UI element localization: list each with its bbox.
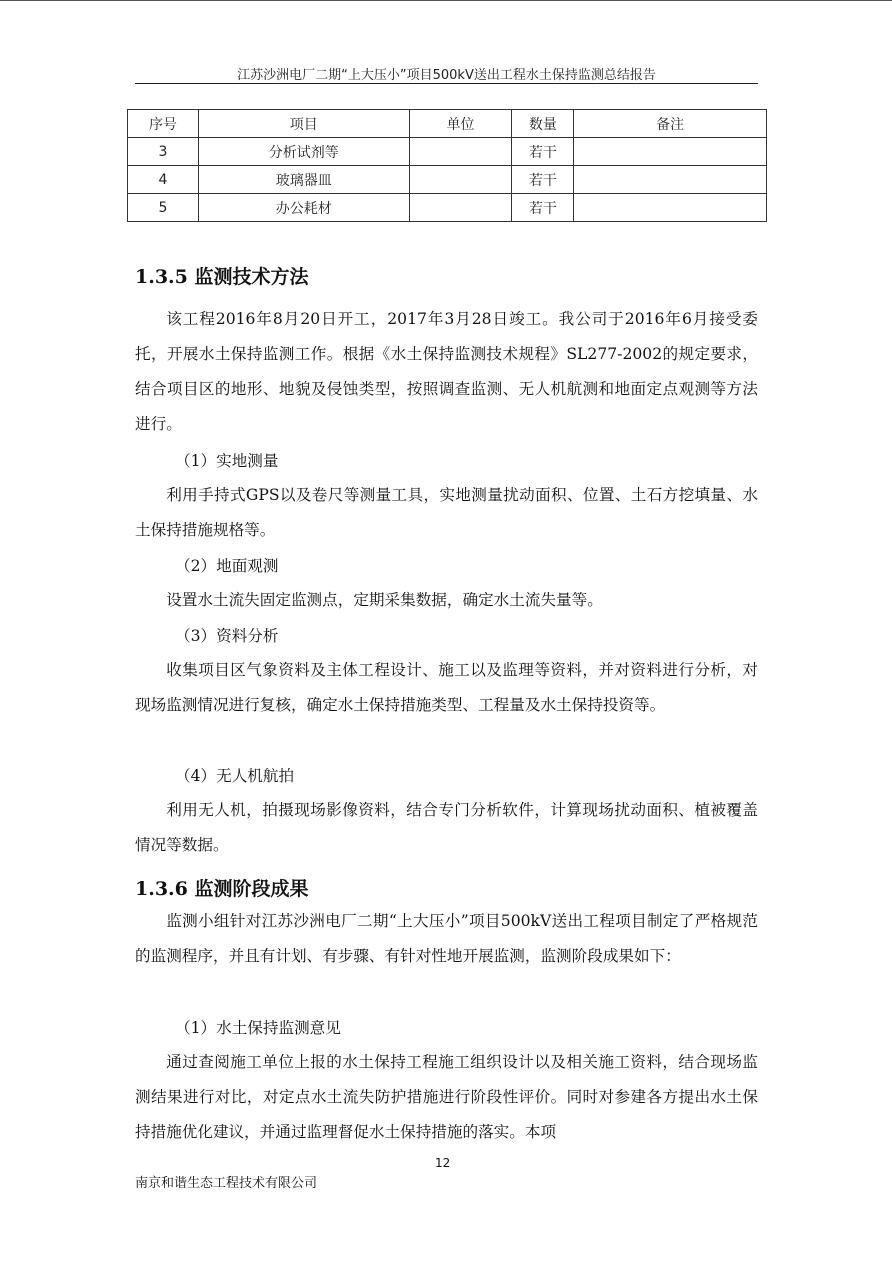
col-header-unit: 单位 bbox=[409, 110, 512, 138]
cell-index: 4 bbox=[128, 166, 199, 194]
paragraph-ground-observation: 设置水土流失固定监测点，定期采集数据，确定水土流失量等。 bbox=[166, 591, 603, 609]
cell-item: 办公耗材 bbox=[198, 194, 409, 222]
page-number: 12 bbox=[435, 1156, 451, 1170]
subheading-drone-photography: （4）无人机航拍 bbox=[175, 767, 295, 785]
paragraph-drone-photography: 利用无人机，拍摄现场影像资料，结合专门分析软件，计算现场扰动面积、植被覆盖情况等数据。 bbox=[135, 801, 758, 854]
page-top-border bbox=[0, 0, 892, 1]
cell-item: 玻璃器皿 bbox=[198, 166, 409, 194]
section-1-3-6-intro: 监测小组针对江苏沙洲电厂二期“上大压小”项目500kV送出工程项目制定了严格规范的监测程序，并且有计划、有步骤、有针对性地开展监测，监测阶段成果如下： bbox=[135, 912, 758, 965]
cell-unit bbox=[409, 194, 512, 222]
cell-remark bbox=[574, 138, 767, 166]
section-1-3-5-intro: 该工程2016年8月20日开工，2017年3月28日竣工。我公司于2016年6月接受委托，开展水土保持监测工作。根据《水土保持监测技术规程》SL277-2002的规定要求，结合项目区的地形、地貌及侵蚀类型，按照调查监测、无人机航测和地面定点观测等方法进行。 bbox=[135, 310, 758, 433]
col-header-index: 序号 bbox=[128, 110, 199, 138]
col-header-item: 项目 bbox=[198, 110, 409, 138]
section-heading-1-3-5: 1.3.5 监测技术方法 bbox=[135, 266, 309, 288]
subheading-field-survey: （1）实地测量 bbox=[175, 452, 279, 470]
cell-remark bbox=[574, 166, 767, 194]
cell-unit bbox=[409, 138, 512, 166]
table-row bbox=[128, 166, 767, 194]
table-row bbox=[128, 194, 767, 222]
cell-item: 分析试剂等 bbox=[198, 138, 409, 166]
paragraph-monitoring-opinion: 通过查阅施工单位上报的水土保持工程施工组织设计以及相关施工资料，结合现场监测结果进行对比，对定点水土流失防护措施进行阶段性评价。同时对参建各方提出水土保持措施优化建议，并通过监理督促水土保持措施的落实。本项 bbox=[135, 1053, 758, 1141]
table-row bbox=[128, 138, 767, 166]
cell-unit bbox=[409, 166, 512, 194]
subheading-data-analysis: （3）资料分析 bbox=[175, 627, 279, 645]
cell-remark bbox=[574, 194, 767, 222]
paragraph-data-analysis: 收集项目区气象资料及主体工程设计、施工以及监理等资料，并对资料进行分析，对现场监测情况进行复核，确定水土保持措施类型、工程量及水土保持投资等。 bbox=[135, 661, 758, 714]
running-header-title: 江苏沙洲电厂二期“上大压小”项目500kV送出工程水土保持监测总结报告 bbox=[237, 68, 656, 83]
table-header-row bbox=[128, 110, 767, 138]
cell-index: 3 bbox=[128, 138, 199, 166]
col-header-quantity: 数量 bbox=[512, 110, 574, 138]
section-heading-1-3-6: 1.3.6 监测阶段成果 bbox=[135, 878, 309, 900]
cell-quantity: 若干 bbox=[512, 194, 574, 222]
footer-company-name: 南京和谐生态工程技术有限公司 bbox=[135, 1176, 318, 1191]
cell-quantity: 若干 bbox=[512, 138, 574, 166]
subheading-monitoring-opinion: （1）水土保持监测意见 bbox=[175, 1019, 341, 1037]
header-rule bbox=[135, 83, 758, 84]
subheading-ground-observation: （2）地面观测 bbox=[175, 557, 279, 575]
paragraph-field-survey: 利用手持式GPS以及卷尺等测量工具，实地测量扰动面积、位置、土石方挖填量、水土保持措施规格等。 bbox=[135, 486, 758, 539]
cell-index: 5 bbox=[128, 194, 199, 222]
col-header-remark: 备注 bbox=[574, 110, 767, 138]
equipment-table bbox=[127, 109, 767, 222]
cell-quantity: 若干 bbox=[512, 166, 574, 194]
